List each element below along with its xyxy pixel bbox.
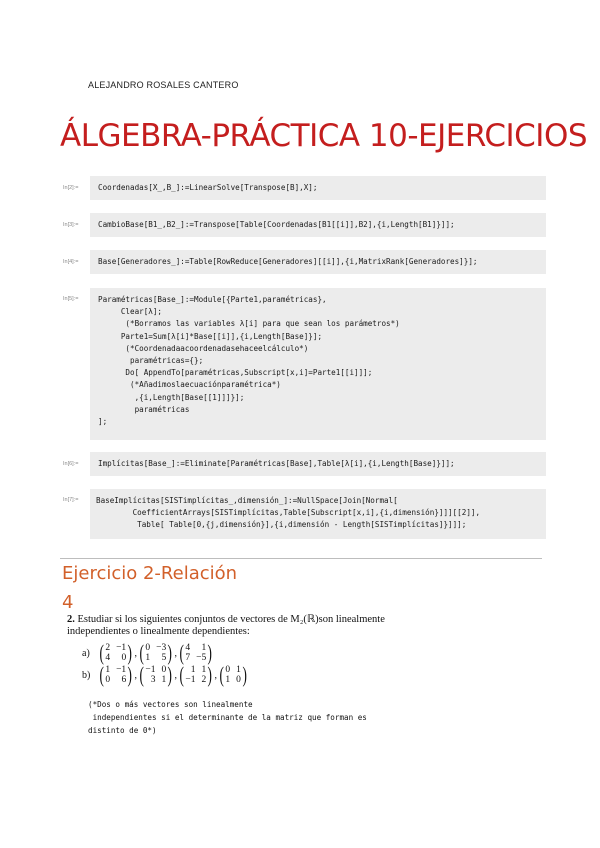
matrix-entry: 0	[161, 665, 167, 675]
problem-statement	[67, 614, 407, 638]
separator: ,	[134, 669, 138, 681]
item-b	[82, 662, 249, 687]
matrix-entry: 1	[105, 665, 111, 675]
matrix-entry: −1	[185, 675, 196, 685]
matrix-entry: 1	[161, 675, 167, 685]
separator: ,	[134, 647, 138, 659]
separator: ,	[174, 669, 178, 681]
code-cell[interactable]: Coordenadas[X_,B_]:=LinearSolve[Transpose[B],X];	[90, 176, 546, 200]
right-paren: )	[127, 640, 133, 665]
problem-text: Estudiar si los siguientes conjuntos de vectores de M₂(ℝ)son linealmente independientes o linealmente dependientes:	[67, 614, 385, 637]
matrix-grid	[185, 665, 206, 685]
cell-label: In[4]:=	[63, 259, 79, 265]
separator: ,	[214, 669, 218, 681]
left-paren: (	[179, 640, 184, 665]
matrix-entry: 0	[105, 675, 111, 685]
left-paren: (	[139, 640, 144, 665]
matrix-entry: 7	[185, 653, 191, 663]
right-paren: )	[167, 640, 173, 665]
matrix-grid	[145, 665, 166, 685]
matrix-entry: 0	[145, 643, 151, 653]
code-cell[interactable]: Paramétricas[Base_]:=Module[{Parte1,paramétricas}, Clear[λ]; (*Borramos las variables λ[i] para que sean los parámetros*) Parte1=Sum[λ[i]*Base[[i]],{i,Length[Base]}]; (*Coordenadaacoordenadasehaceelcálculo*) paramétricas={}; Do[ AppendTo[paramétricas,Subscript[x,i]=Parte1[[i]]]; (*Añadimoslaecuaciónparamétrica*) ,{i,Length[Base[[1]]]}]; paramétricas ];	[90, 288, 546, 440]
matrix	[178, 662, 214, 687]
code-cell[interactable]: Base[Generadores_]:=Table[RowReduce[Generadores][[i]],{i,MatrixRank[Generadores]}];	[90, 250, 546, 274]
matrix-entry: 1	[145, 653, 151, 663]
right-paren: )	[167, 662, 173, 687]
code-comment: (*Dos o más vectores son linealmente independientes si el determinante de la matriz que forman es distinto de 0*)	[88, 700, 367, 735]
matrix-entry: 6	[121, 675, 127, 685]
right-paren: )	[207, 662, 213, 687]
left-paren: (	[139, 662, 144, 687]
right-paren: )	[207, 640, 213, 665]
left-paren: (	[99, 640, 104, 665]
section-title: Ejercicio 2-Relación	[62, 563, 238, 584]
matrix	[178, 640, 214, 665]
matrix	[98, 662, 134, 687]
code-cell[interactable]: BaseImplícitas[SISTimplícitas_,dimensión_]:=NullSpace[Join[Normal[ CoefficientArrays[SISTimplícitas,Table[Subscript[x,i],{i,dimensión}]]][[2]], Table[ Table[0,{j,dimensión}],{i,dimensión - Length[SISTimplícitas]}]]];	[90, 489, 546, 539]
matrix-entry: 1	[201, 643, 207, 653]
matrix	[138, 640, 174, 665]
cell-label: In[5]:=	[63, 296, 79, 302]
subsection-title: 4	[62, 592, 74, 613]
matrix-entry: 1	[190, 665, 196, 675]
code-cell[interactable]: CambioBase[B1_,B2_]:=Transpose[Table[Coordenadas[B1[[i]],B2],{i,Length[B1]}]];	[90, 213, 546, 237]
right-paren: )	[242, 662, 247, 687]
item-tag: b)	[82, 669, 91, 681]
page-title: ÁLGEBRA-PRÁCTICA 10-EJERCICIOS	[60, 118, 588, 154]
matrix-entry: −5	[196, 653, 207, 663]
cell-label: In[2]:=	[63, 185, 79, 191]
matrix-grid	[145, 643, 166, 663]
left-paren: (	[179, 662, 184, 687]
item-tag: a)	[82, 647, 90, 659]
matrix-entry: 2	[201, 675, 207, 685]
matrix-entry: 4	[105, 653, 111, 663]
author-name: ALEJANDRO ROSALES CANTERO	[88, 80, 239, 90]
matrix-entry: −1	[145, 665, 156, 675]
cell-label: In[7]:=	[63, 497, 79, 503]
matrix-entry: 4	[185, 643, 191, 653]
cell-label: In[3]:=	[63, 222, 79, 228]
left-paren: (	[99, 662, 104, 687]
cell-label: In[6]:=	[63, 461, 79, 467]
item-a	[82, 640, 215, 665]
matrix-grid	[105, 643, 126, 663]
problem-number: 2.	[67, 614, 75, 625]
code-cell[interactable]: Implícitas[Base_]:=Eliminate[Paramétricas[Base],Table[λ[i],{i,Length[Base]}]];	[90, 452, 546, 476]
matrix-grid	[225, 665, 241, 685]
matrix-grid	[105, 665, 126, 685]
matrix-grid	[185, 643, 206, 663]
matrix-entry: 1	[236, 665, 241, 675]
matrix-entry: −1	[116, 665, 127, 675]
right-paren: )	[127, 662, 133, 687]
matrix	[98, 640, 134, 665]
matrix-entry: −3	[156, 643, 167, 653]
matrix	[138, 662, 174, 687]
matrix-entry: 1	[201, 665, 207, 675]
left-paren: (	[219, 662, 224, 687]
divider	[60, 558, 542, 559]
matrix-entry: 0	[121, 653, 127, 663]
matrix-entry: 3	[150, 675, 156, 685]
separator: ,	[174, 647, 178, 659]
matrix-entry: 0	[236, 675, 241, 685]
matrix-entry: 1	[225, 675, 231, 685]
matrix-entry: 5	[161, 653, 167, 663]
matrix-entry: 0	[225, 665, 231, 675]
matrix-entry: 2	[105, 643, 111, 653]
matrix	[218, 662, 248, 687]
matrix-entry: −1	[116, 643, 127, 653]
